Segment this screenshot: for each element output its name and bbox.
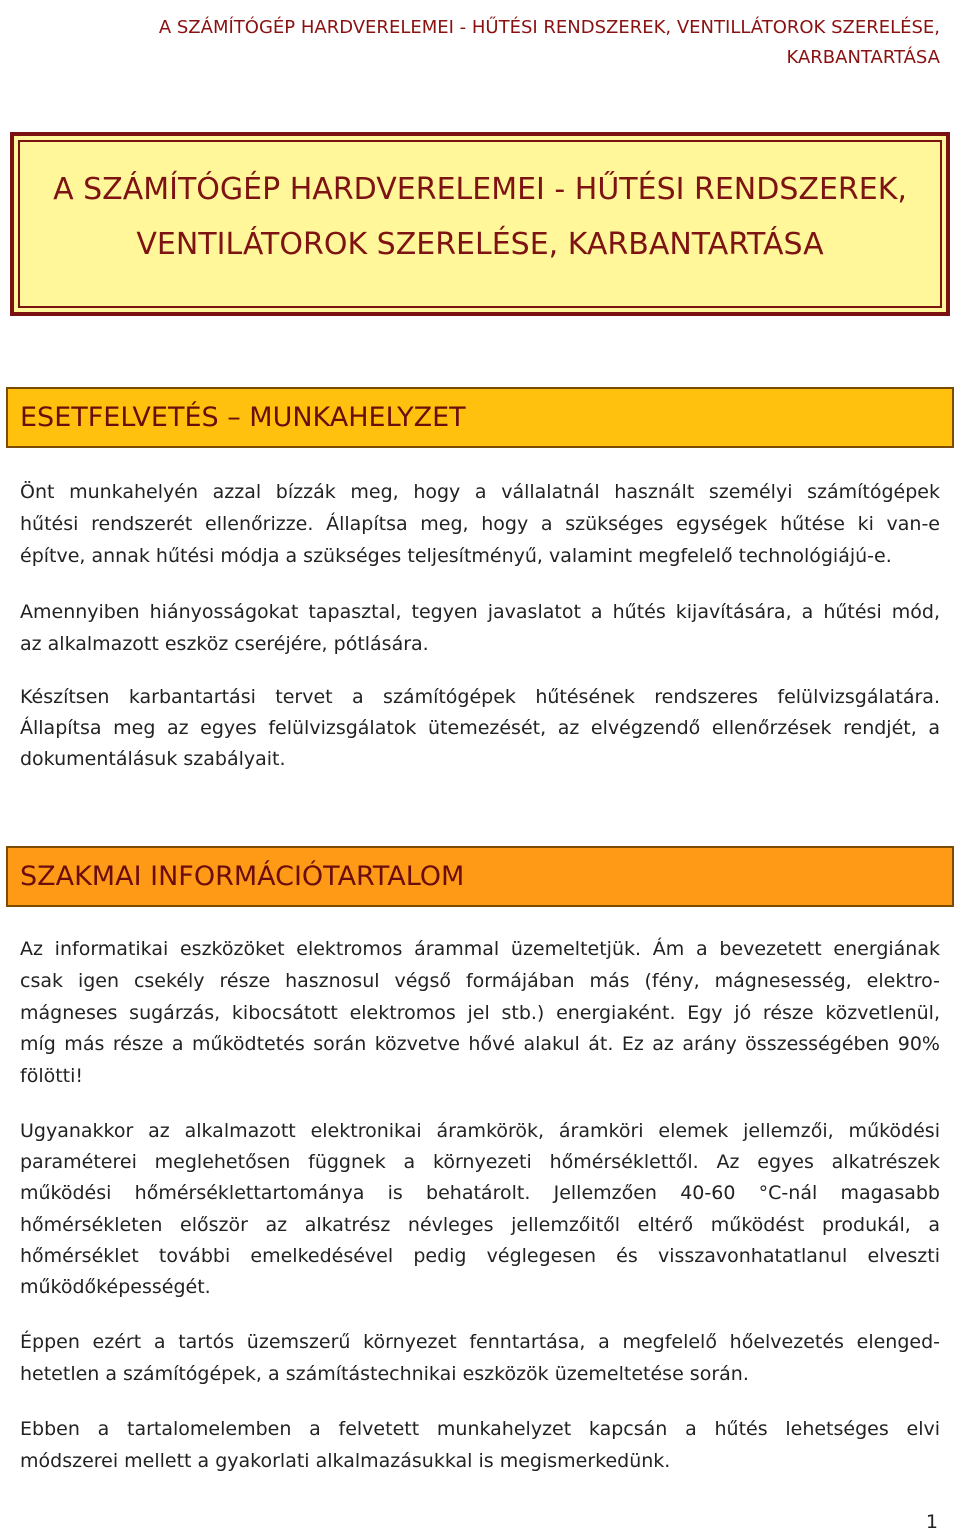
section-heading-esetfelvetes: ESETFELVETÉS – MUNKAHELYZET bbox=[6, 387, 954, 448]
document-title bbox=[20, 162, 940, 272]
paragraph-line: működőképességét. bbox=[20, 1276, 211, 1299]
title-box bbox=[10, 132, 950, 316]
paragraph-line: paraméterei meglehetősen függnek a környezeti hőmérséklettől. Az egyes alkatrészek bbox=[20, 1151, 940, 1174]
title-line: VENTILÁTOROK SZERELÉSE, KARBANTARTÁSA bbox=[136, 227, 824, 262]
paragraph-line: Ebben a tartalomelemben a felvetett munkahelyzet kapcsán a hűtés lehetséges elvi bbox=[20, 1418, 940, 1440]
paragraph-line: módszerei mellett a gyakorlati alkalmazásukkal is megismerkedünk. bbox=[20, 1449, 671, 1472]
paragraph-line: Ugyanakkor az alkalmazott elektronikai áramkörök, áramköri elemek jellemzői, működési bbox=[20, 1120, 940, 1142]
section-heading-szakmai-informaciotartalom: SZAKMAI INFORMÁCIÓTARTALOM bbox=[6, 846, 954, 907]
paragraph-line: az alkalmazott eszköz cseréjére, pótlására. bbox=[20, 633, 429, 655]
paragraph-line: Állapítsa meg az egyes felülvizsgálatok ütemezését, az elvégzendő ellenőrzések rendjét, a bbox=[20, 717, 940, 739]
paragraph bbox=[20, 596, 940, 660]
paragraph-line: fölötti! bbox=[20, 1065, 84, 1087]
paragraph-line: dokumentálásuk szabályait. bbox=[20, 748, 286, 770]
paragraph-line: hőmérséklet további emelkedésével pedig véglegesen és visszavonhatatlanul elveszti bbox=[20, 1244, 940, 1267]
paragraph-line: építve, annak hűtési módja a szükséges teljesítményű, valamint megfelelő technológiájú-e. bbox=[20, 545, 892, 567]
title-frame bbox=[18, 140, 942, 308]
paragraph-line: hűtési rendszerét ellenőrizze. Állapítsa meg, hogy a szükséges egységek hűtése ki van-e bbox=[20, 513, 940, 535]
paragraph bbox=[20, 1116, 940, 1303]
paragraph bbox=[20, 476, 940, 572]
paragraph-line: Önt munkahelyén azzal bízzák meg, hogy a vállalatnál használt személyi számítógépek bbox=[20, 481, 940, 503]
paragraph-line: csak igen csekély része hasznosul végső formájában más (fény, mágnesesség, elektro- bbox=[20, 969, 940, 992]
paragraph-line: működési hőmérséklettartománya is behatárolt. Jellemzően 40-60 °C-nál magasabb bbox=[20, 1182, 940, 1205]
running-header-line: A SZÁMÍTÓGÉP HARDVERELEMEI - HŰTÉSI RENDSZEREK, VENTILLÁTOROK SZERELÉSE, bbox=[158, 17, 940, 38]
page-number: 1 bbox=[925, 1511, 938, 1533]
paragraph-line: míg más része a működtetés során közvetve hővé alakul át. Ez az arány összességében 90% bbox=[20, 1033, 940, 1056]
title-line: A SZÁMÍTÓGÉP HARDVERELEMEI - HŰTÉSI RENDSZEREK, bbox=[53, 172, 907, 207]
paragraph-line: Amennyiben hiányosságokat tapasztal, tegyen javaslatot a hűtés kijavítására, a hűtési mód, bbox=[20, 601, 940, 623]
running-header-line: KARBANTARTÁSA bbox=[786, 47, 940, 68]
paragraph bbox=[20, 1414, 940, 1477]
paragraph-line: hőmérsékleten először az alkatrész névleges jellemzőitől eltérő működést produkál, a bbox=[20, 1213, 940, 1236]
paragraph bbox=[20, 682, 940, 775]
paragraph bbox=[20, 1327, 940, 1390]
running-header bbox=[30, 13, 940, 73]
paragraph-line: Éppen ezért a tartós üzemszerű környezet fenntartása, a megfelelő hőelvezetés elenged- bbox=[20, 1331, 940, 1353]
paragraph-line: mágneses sugárzás, kibocsátott elektromos jel stb.) energiaként. Egy jó része közvetlenül, bbox=[20, 1001, 940, 1024]
paragraph-line: Az informatikai eszközöket elektromos árammal üzemeltetjük. Ám a bevezetett energiának bbox=[20, 938, 940, 960]
paragraph-line: Készítsen karbantartási tervet a számítógépek hűtésének rendszeres felülvizsgálatára. bbox=[20, 686, 940, 708]
paragraph bbox=[20, 934, 940, 1093]
paragraph-line: hetetlen a számítógépek, a számítástechnikai eszközök üzemeltetése során. bbox=[20, 1362, 749, 1385]
